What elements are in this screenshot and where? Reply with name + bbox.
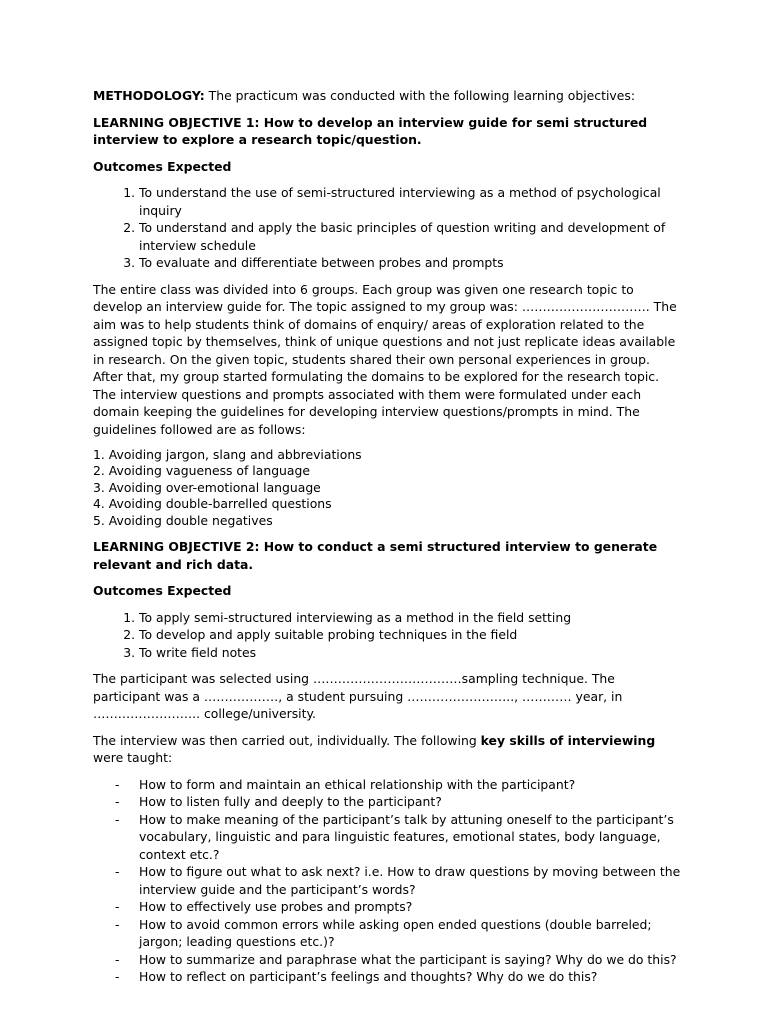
list-item: 2. Avoiding vagueness of language [93,463,310,479]
key-skills-list [93,776,683,986]
list-item: 3. To evaluate and differentiate between probes and prompts [139,254,683,272]
list-item: 5. Avoiding double negatives [93,512,273,528]
objective-2-title: LEARNING OBJECTIVE 2: How to conduct a semi structured interview to generate relevant and rich data. [93,539,658,572]
dash-bullet: - [115,864,120,880]
list-item: - How to listen fully and deeply to the participant? [115,794,442,810]
guidelines-list [93,447,683,529]
key-skills-phrase: key skills of interviewing [480,732,656,748]
list-item: - How to reflect on participant’s feelings and thoughts? Why do we do this? [115,969,598,985]
methodology-label: METHODOLOGY: [93,88,205,103]
list-item: 2. To understand and apply the basic principles of question writing and development of interview schedule [139,219,683,254]
list-item: - How to summarize and paraphrase what the participant is saying? Why do we do this? [115,951,677,967]
list-item: - How to avoid common errors while asking open ended questions (double barreled; jargon; leading questions etc.)? [115,916,652,950]
list-item: 1. To understand the use of semi-structured interviewing as a method of psychological inquiry [139,184,683,219]
list-item: 3. Avoiding over-emotional language [93,479,321,495]
dash-bullet: - [115,794,120,810]
list-item: - How to figure out what to ask next? i.e. How to draw questions by moving between the interview guide and the participant’s words? [115,864,681,897]
list-item: 4. Avoiding double-barrelled questions [93,496,332,512]
objective-1-outcomes-heading: Outcomes Expected [93,158,232,174]
list-item: - How to make meaning of the participant’s talk by attuning oneself to the participant’s vocabulary, linguistic and para linguistic features, emotional states, body language, context etc.? [115,811,674,862]
dash-bullet: - [115,969,120,985]
dash-bullet: - [115,811,120,827]
participant-paragraph: The participant was selected using ………………………………sampling technique. The participant was a ………………, a student pursuing …………………….., ………… year, in …………………….. college/university. [93,671,623,722]
objective-2-outcomes-list [93,609,683,662]
methodology-text: The practicum was conducted with the following learning objectives: [204,88,635,103]
list-item: - How to form and maintain an ethical relationship with the participant? [115,776,576,792]
list-item: 1. Avoiding jargon, slang and abbreviations [93,447,362,462]
dash-bullet: - [115,916,120,932]
interview-intro-paragraph: The interview was then carried out, individually. The following key skills of interviewing were taught: [93,732,656,766]
dash-bullet: - [115,899,120,915]
document-body [93,87,683,986]
dash-bullet: - [115,776,120,792]
methodology-paragraph [93,87,683,105]
dash-bullet: - [115,951,120,967]
objective-1-outcomes-list [93,184,683,272]
list-item: 2. To develop and apply suitable probing techniques in the field [139,626,683,644]
objective-2-outcomes-heading: Outcomes Expected [93,583,232,599]
objective-1-title: LEARNING OBJECTIVE 1: How to develop an interview guide for semi structured interview to explore a research topic/question. [93,114,648,147]
list-item: 3. To write field notes [139,644,683,662]
groups-paragraph: The entire class was divided into 6 groups. Each group was given one research topic to develop an interview guide for. The topic assigned to my group was: …………………………. The aim was to help students think of domains of enquiry/ areas of exploration related to the assigned topic by themselves, think of unique questions and not just replicate ideas available in research. On the given topic, students shared their own personal experiences in group. After that, my group started formulating the domains to be explored for the research topic. The interview questions and prompts associated with them were formulated under each domain keeping the guidelines for developing interview questions/prompts in mind. The guidelines followed are as follows: [93,281,677,437]
list-item: - How to effectively use probes and prompts? [115,899,413,915]
list-item: 1. To apply semi-structured interviewing as a method in the field setting [139,609,683,627]
